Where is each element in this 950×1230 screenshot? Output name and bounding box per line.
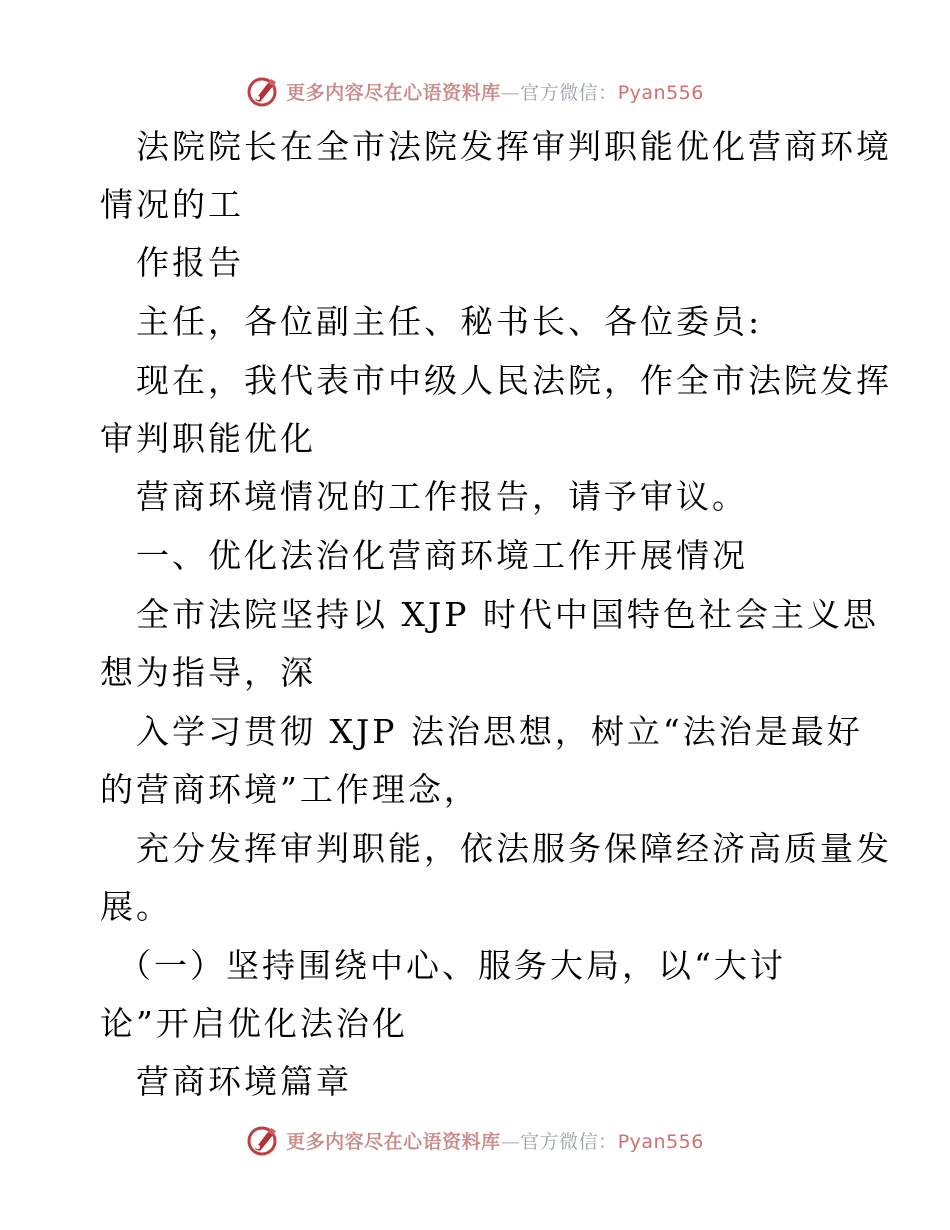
paragraph-line: 想为指导，深 [100,653,316,692]
watermark-contact-id: Pyan556 [617,81,704,104]
watermark-text: 更多内容尽在心语资料库 [286,1130,501,1153]
paragraph-line: 现在，我代表市中级人民法院，作全市法院发挥 [136,361,892,400]
watermark-banner-top [0,71,950,111]
watermark-separator: — [500,1130,521,1153]
document-title-line-2: 情况的工 [100,185,244,224]
watermark-separator: — [500,81,521,104]
watermark-text: 更多内容尽在心语资料库 [286,81,501,104]
pen-nib-logo-icon [246,74,280,108]
paragraph-line: 全市法院坚持以 XJP 时代中国特色社会主义思 [136,595,879,634]
paragraph-line: 营商环境情况的工作报告，请予审议。 [136,477,748,516]
subsection-heading-continued: 营商环境篇章 [136,1062,352,1101]
paragraph-line: 入学习贯彻 XJP 法治思想，树立“法治是最好 [136,712,863,751]
paragraph-line: 充分发挥审判职能，依法服务保障经济高质量发 [136,829,892,868]
salutation-line: 主任，各位副主任、秘书长、各位委员: [136,302,763,341]
paragraph-line: 的营商环境”工作理念， [100,770,480,809]
document-title-line-1: 法院院长在全市法院发挥审判职能优化营商环境 [136,127,892,166]
watermark-contact-label: 官方微信： [520,1130,618,1153]
document-title-line-3: 作报告 [136,243,244,282]
subsection-heading: （一）坚持围绕中心、服务大局，以“大讨 [118,946,786,985]
section-heading: 一、优化法治化营商环境工作开展情况 [136,536,748,575]
paragraph-line: 展。 [100,887,172,926]
subsection-heading-continued: 论”开启优化法治化 [100,1004,408,1043]
watermark-banner-bottom [0,1120,950,1160]
watermark-contact-id: Pyan556 [617,1130,704,1153]
watermark-contact-label: 官方微信： [520,81,618,104]
paragraph-line: 审判职能优化 [100,419,316,458]
pen-nib-logo-icon [246,1123,280,1157]
